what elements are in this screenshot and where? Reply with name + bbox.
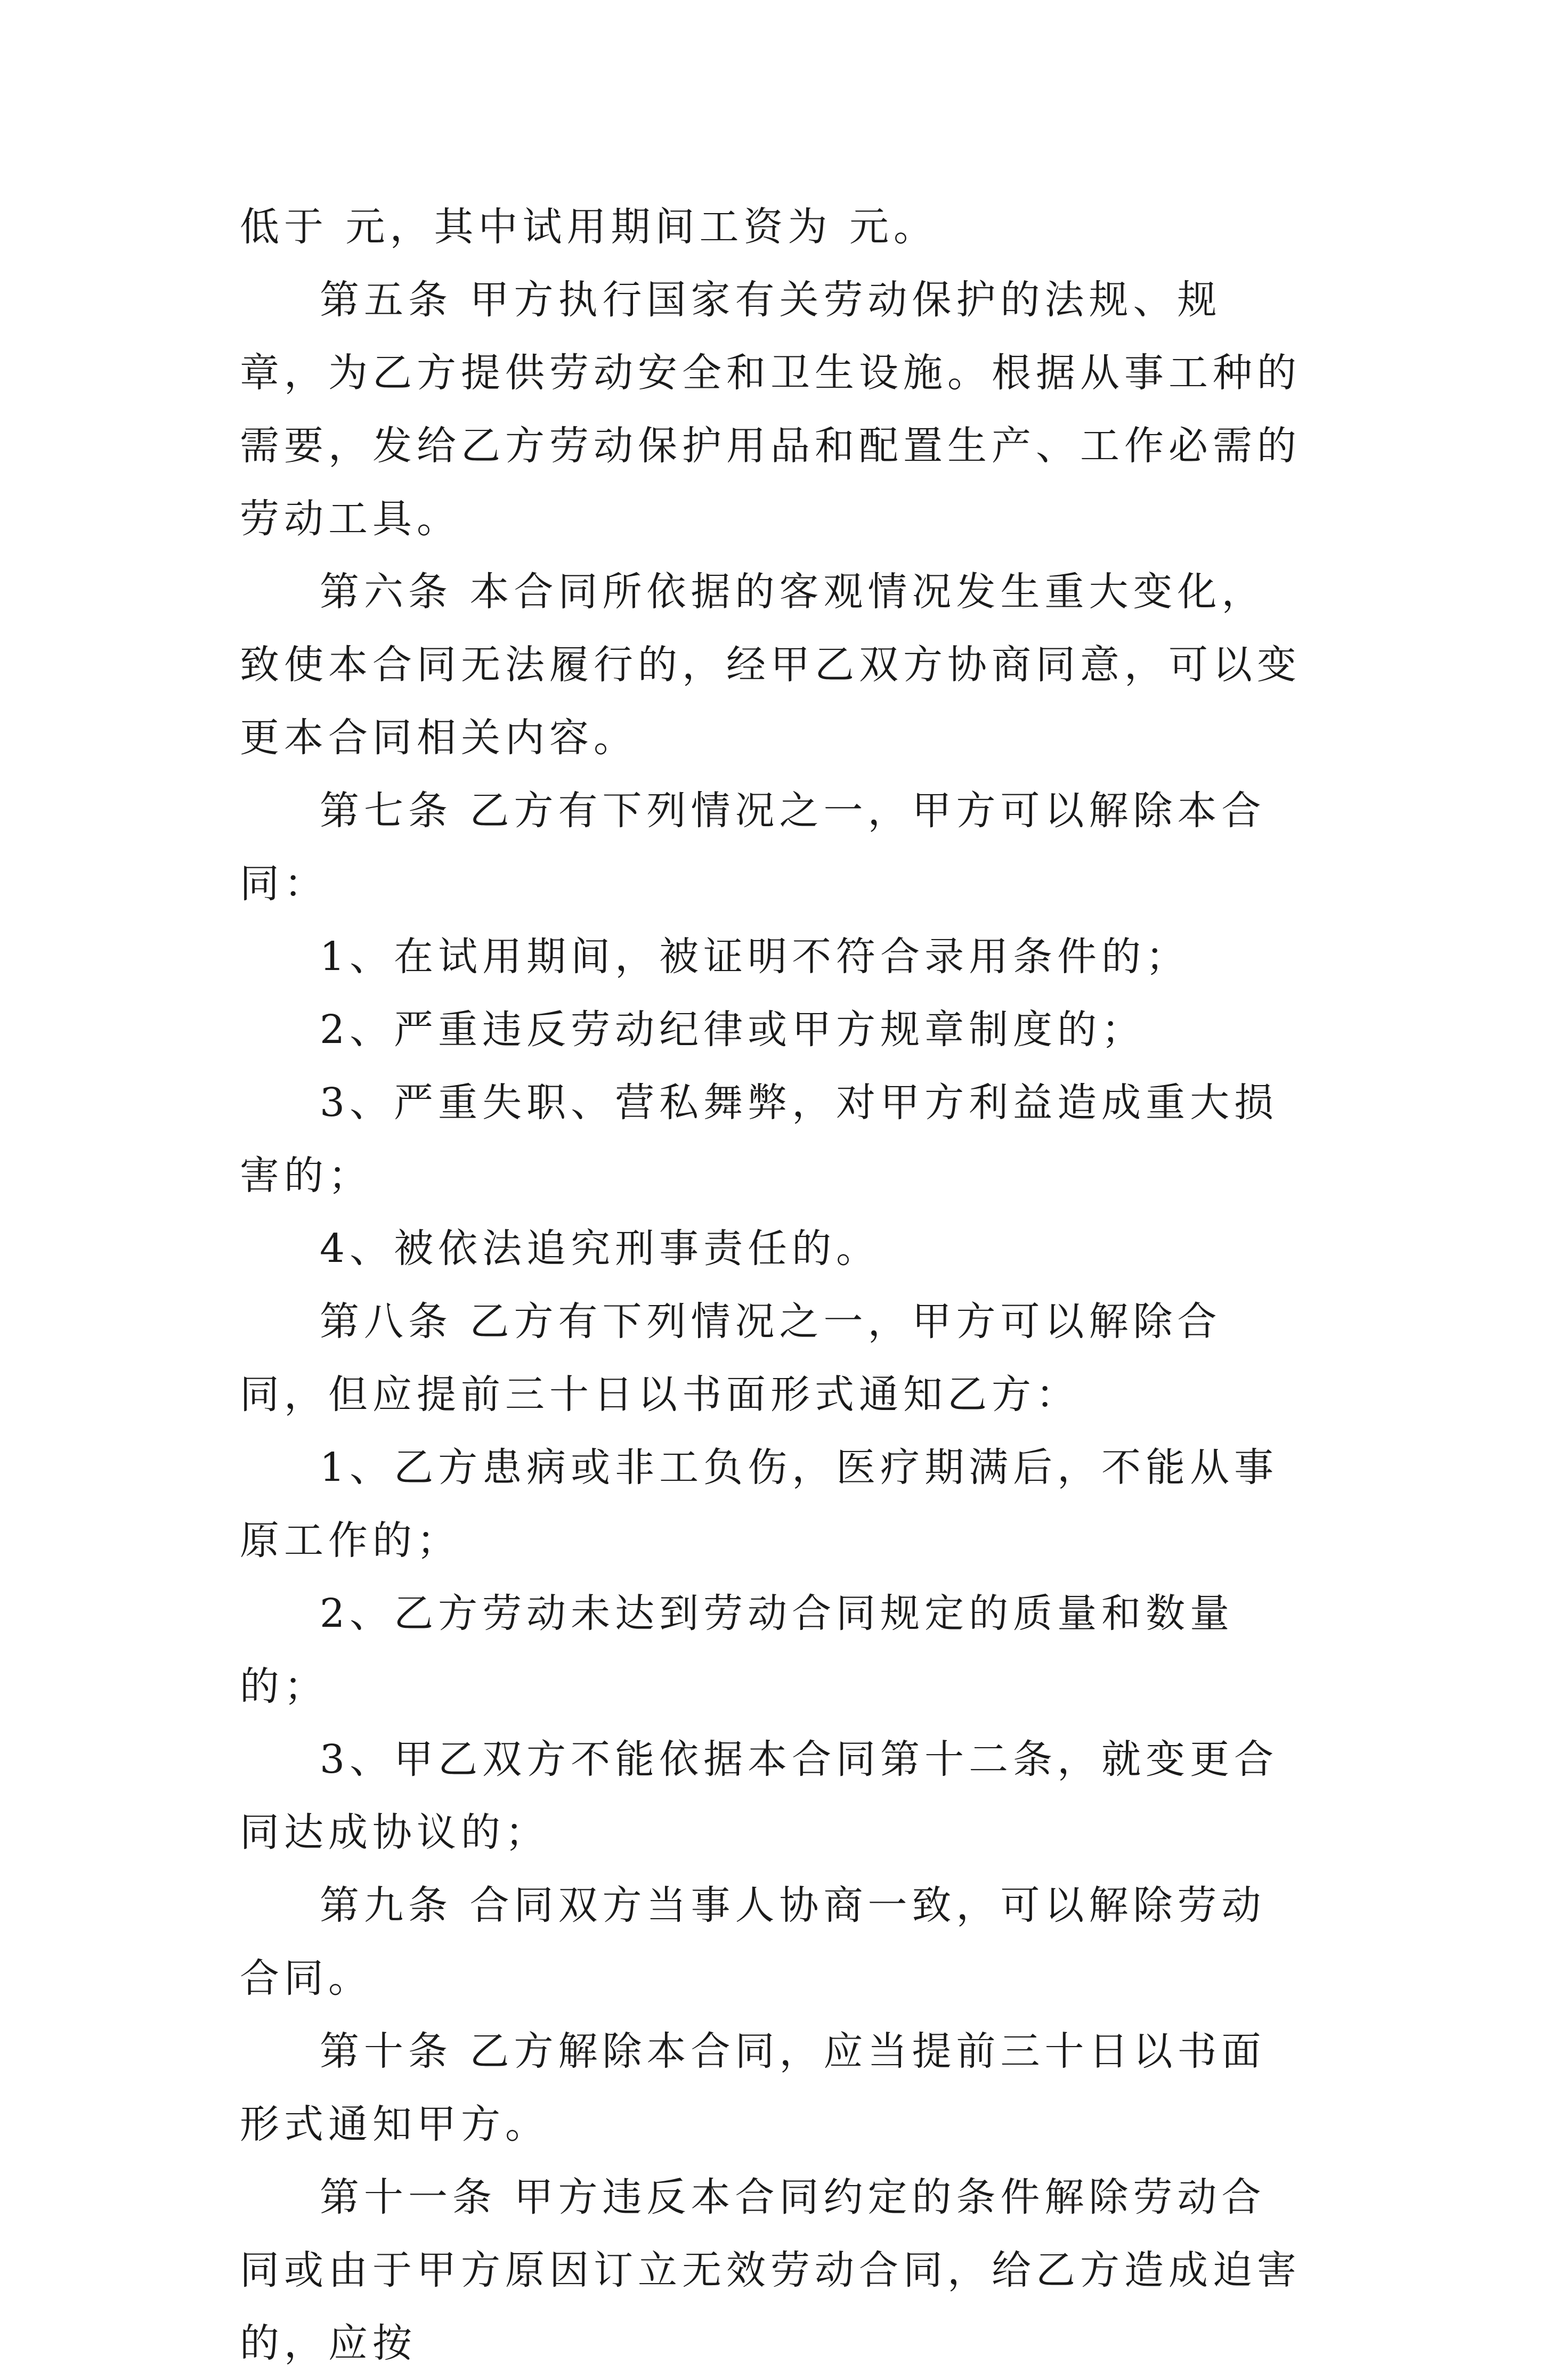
paragraph-article-5: 第五条 甲方执行国家有关劳动保护的法规、规章，为乙方提供劳动安全和卫生设施。根据从事工种的需要，发给乙方劳动保护用品和配置生产、工作必需的劳动工具。 [240,277,1301,542]
list-item-article-8-3: 3、甲乙双方不能依据本合同第十二条，就变更合同达成协议的； [240,1737,1279,1855]
paragraph-wage-continuation: 低于 元，其中试用期间工资为 元。 [240,204,938,250]
list-item-article-7-4: 4、被依法追究刑事责任的。 [320,1226,881,1271]
list-item-article-7-3: 3、严重失职、营私舞弊，对甲方利益造成重大损害的； [240,1080,1279,1199]
paragraph-article-8: 第八条 乙方有下列情况之一，甲方可以解除合同，但应提前三十日以书面形式通知乙方： [240,1299,1222,1417]
paragraph-article-11: 第十一条 甲方违反本合同约定的条件解除劳动合同或由于甲方原因订立无效劳动合同，给乙方造成迫害的，应按 [240,2174,1301,2366]
list-item-article-7-2: 2、严重违反劳动纪律或甲方规章制度的； [320,1007,1146,1053]
paragraph-article-7: 第七条 乙方有下列情况之一，甲方可以解除本合同： [240,788,1266,907]
list-item-article-7-1: 1、在试用期间，被证明不符合录用条件的； [320,934,1190,980]
list-item-article-8-1: 1、乙方患病或非工负伤，医疗期满后，不能从事原工作的； [240,1445,1279,1563]
list-item-article-8-2: 2、乙方劳动未达到劳动合同规定的质量和数量的； [240,1591,1235,1709]
paragraph-article-6: 第六条 本合同所依据的客观情况发生重大变化，致使本合同无法履行的，经甲乙双方协商同意，可以变更本合同相关内容。 [240,569,1301,761]
paragraph-article-10: 第十条 乙方解除本合同，应当提前三十日以书面形式通知甲方。 [240,2028,1266,2147]
document-body [240,191,1305,2380]
paragraph-article-9: 第九条 合同双方当事人协商一致，可以解除劳动合同。 [240,1882,1266,2001]
